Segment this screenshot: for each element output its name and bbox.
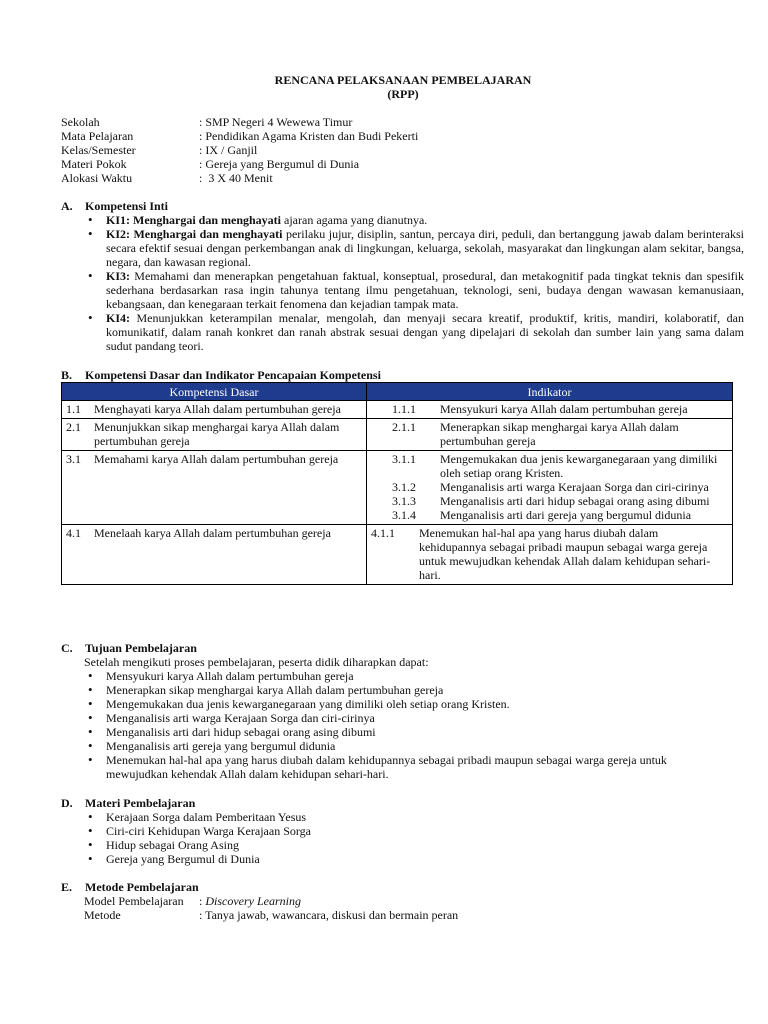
model-name: Discovery Learning: [205, 894, 301, 908]
ki-list: [84, 213, 744, 353]
section-letter: A.: [61, 199, 73, 213]
table-row: [62, 451, 733, 525]
list-item: • Menganalisis arti warga Kerajaan Sorga dan ciri-cirinya: [84, 711, 724, 725]
column-header: Indikator: [367, 383, 733, 401]
table-row: [62, 525, 733, 585]
kd-text: Menelaah karya Allah dalam pertumbuhan gereja: [94, 526, 331, 540]
section-letter: D.: [61, 796, 73, 810]
list-item: • Gereja yang Bergumul di Dunia: [84, 852, 724, 866]
list-item: • Ciri-ciri Kehidupan Warga Kerajaan Sorga: [84, 824, 724, 838]
list-item: • Kerajaan Sorga dalam Pemberitaan Yesus: [84, 810, 724, 824]
info-key: Sekolah: [61, 115, 100, 129]
doc-subtitle: (RPP): [387, 87, 419, 101]
indicator-number: 4.1.1: [371, 526, 395, 540]
info-row: [61, 129, 418, 143]
info-value: : Pendidikan Agama Kristen dan Budi Pekerti: [199, 129, 419, 143]
ki-text: ajaran agama yang dianutnya.: [281, 213, 428, 227]
section-title: Materi Pembelajaran: [85, 796, 196, 810]
table-row: [62, 401, 733, 419]
info-row: [61, 115, 418, 129]
info-row: [61, 171, 418, 185]
indicator-number: 1.1.1: [392, 402, 416, 416]
table-row: [62, 419, 733, 451]
ki-text: Memahami dan menerapkan pengetahuan faktual, konseptual, prosedural, dan metakognitif pada tingkat teknis dan spesifik sederhana berdasarkan rasa ingin tahunya tentang ilmu pengetahuan, teknologi, seni, budaya dengan wawasan kemanusiaan, kebangsaan, dan kenegaraan terkait fenomena dan kejadian tampak mata.: [106, 269, 744, 311]
ki-label: KI3:: [106, 269, 130, 283]
method-row: [84, 894, 458, 908]
kd-cell: [62, 525, 367, 585]
indicator-number: 3.1.1: [392, 452, 416, 466]
kd-number: 3.1: [66, 452, 81, 466]
kd-cell: [62, 451, 367, 525]
method-block: [84, 894, 458, 922]
section-c-intro: Setelah mengikuti proses pembelajaran, peserta didik diharapkan dapat:: [84, 655, 429, 669]
section-title: Kompetensi Inti: [85, 199, 169, 213]
section-title: Metode Pembelajaran: [85, 880, 199, 894]
section-a-heading: [61, 199, 168, 213]
info-row: [61, 143, 418, 157]
indicator-text: Menerapkan sikap menghargai karya Allah dalam pertumbuhan gereja: [440, 420, 679, 448]
indicator-text: Menganalisis arti dari gereja yang bergumul didunia: [440, 508, 692, 522]
indicator-text: Menganalisis arti warga Kerajaan Sorga dan ciri-cirinya: [440, 480, 709, 494]
indicator-text: Mengemukakan dua jenis kewarganegaraan yang dimiliki oleh setiap orang Kristen.: [440, 452, 718, 480]
kd-text: Menghayati karya Allah dalam pertumbuhan gereja: [94, 402, 341, 416]
ki-text: Menunjukkan keterampilan menalar, mengolah, dan menyaji secara kreatif, produktif, kritis, mandiri, kolaboratif, dan komunikatif, dalam ranah konkret dan ranah abstrak sesuai dengan yang dipelajari di sekolah dan sumber lain yang sama dalam sudut pandang teori.: [106, 311, 744, 353]
indicator-number: 3.1.2: [392, 480, 416, 494]
indicator-text: Menganalisis arti dari hidup sebagai orang asing dibumi: [440, 494, 710, 508]
section-e-heading: [61, 880, 199, 894]
material-list: [84, 810, 724, 866]
kd-text: Memahami karya Allah dalam pertumbuhan gereja: [94, 452, 339, 466]
table-header-row: [62, 383, 733, 401]
indicator-text: Mensyukuri karya Allah dalam pertumbuhan gereja: [440, 402, 688, 416]
info-value: : IX / Ganjil: [199, 143, 258, 157]
method-key: Model Pembelajaran: [84, 894, 184, 908]
indicator-cell: [367, 401, 733, 419]
section-title: Kompetensi Dasar dan Indikator Pencapaian Kompetensi: [85, 368, 381, 382]
kd-number: 1.1: [66, 402, 81, 416]
info-key: Materi Pokok: [61, 157, 127, 171]
info-value: : Gereja yang Bergumul di Dunia: [199, 157, 360, 171]
ki-label: KI4:: [106, 311, 130, 325]
method-row: [84, 908, 458, 922]
kd-cell: [62, 401, 367, 419]
section-d-heading: [61, 796, 195, 810]
info-key: Mata Pelajaran: [61, 129, 134, 143]
list-item: • Menganalisis arti gereja yang bergumul didunia: [84, 739, 724, 753]
info-value: : SMP Negeri 4 Wewewa Timur: [199, 115, 353, 129]
method-value: [199, 894, 301, 908]
section-c-heading: [61, 641, 197, 655]
list-item: • Menemukan hal-hal apa yang harus diubah dalam kehidupannya sebagai pribadi maupun sebagai warga gereja untuk mewujudkan kehendak Allah dalam kehidupan sehari-hari.: [84, 753, 724, 781]
section-letter: C.: [61, 641, 73, 655]
method-key: Metode: [84, 908, 121, 922]
list-item: [84, 311, 744, 353]
list-item: • Menganalisis arti dari hidup sebagai orang asing dibumi: [84, 725, 724, 739]
list-item: • Mengemukakan dua jenis kewarganegaraan yang dimiliki oleh setiap orang Kristen.: [84, 697, 724, 711]
list-item: [84, 269, 744, 311]
list-item: [84, 213, 744, 227]
objective-list: [84, 669, 724, 781]
kd-number: 2.1: [66, 420, 81, 434]
list-item: • Menerapkan sikap menghargai karya Allah dalam pertumbuhan gereja: [84, 683, 724, 697]
indicator-cell: [367, 419, 733, 451]
indicator-number: 2.1.1: [392, 420, 416, 434]
info-key: Alokasi Waktu: [61, 171, 133, 185]
section-letter: B.: [61, 368, 73, 382]
competency-table: [61, 382, 733, 585]
kd-cell: [62, 419, 367, 451]
list-item: [84, 227, 744, 269]
doc-title: RENCANA PELAKSANAAN PEMBELAJARAN: [274, 73, 532, 87]
indicator-cell: [367, 451, 733, 525]
section-b-heading: [61, 368, 381, 382]
column-header: Kompetensi Dasar: [62, 383, 367, 401]
ki-label: KI2: Menghargai dan menghayati: [106, 227, 283, 241]
info-key: Kelas/Semester: [61, 143, 136, 157]
section-title: Tujuan Pembelajaran: [85, 641, 197, 655]
list-item: • Mensyukuri karya Allah dalam pertumbuhan gereja: [84, 669, 724, 683]
kd-text: Menunjukkan sikap menghargai karya Allah dalam pertumbuhan gereja: [94, 420, 340, 448]
info-row: [61, 157, 418, 171]
ki-label: KI1: Menghargai dan menghayati: [106, 213, 282, 227]
indicator-number: 3.1.3: [392, 494, 416, 508]
kd-number: 4.1: [66, 526, 81, 540]
method-value: : Tanya jawab, wawancara, diskusi dan bermain peran: [199, 908, 459, 922]
section-letter: E.: [61, 880, 73, 894]
method-separator: :: [199, 894, 206, 908]
indicator-cell: [367, 525, 733, 585]
info-value: : 3 X 40 Menit: [199, 171, 273, 185]
info-block: [61, 115, 418, 185]
ki-text: perilaku jujur, disiplin, santun, percaya diri, peduli, dan bertanggung jawab dalam berinteraksi secara efektif sesuai dengan perkembangan anak di lingkungan, keluarga, sekolah, masyarakat dan lingkungan alam sekitar, bangsa, negara, dan kawasan regional.: [106, 227, 744, 269]
indicator-text: Menemukan hal-hal apa yang harus diubah dalam kehidupannya sebagai pribadi maupun sebagai warga gereja untuk mewujudkan kehendak Allah dalam kehidupan sehari-hari.: [419, 526, 711, 582]
list-item: • Hidup sebagai Orang Asing: [84, 838, 724, 852]
indicator-number: 3.1.4: [392, 508, 416, 522]
